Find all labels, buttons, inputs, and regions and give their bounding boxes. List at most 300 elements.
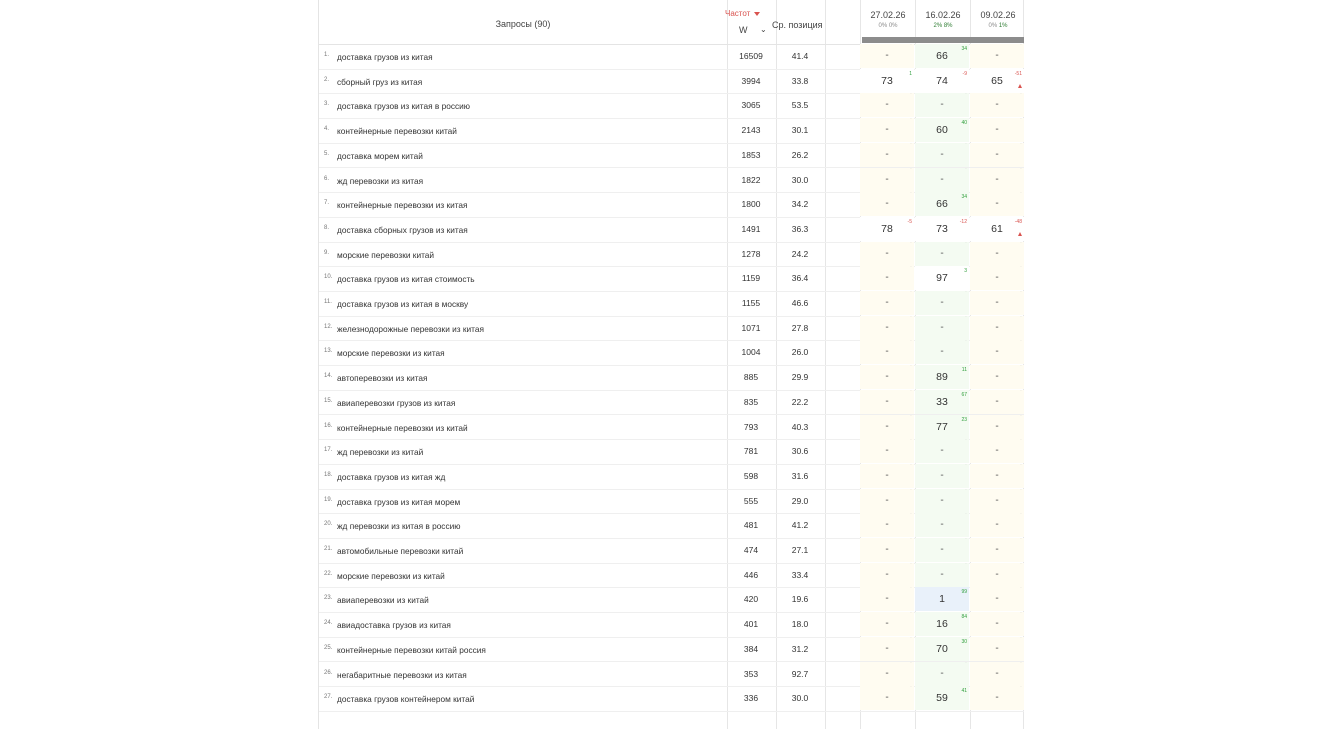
- position-cell[interactable]: [970, 365, 1024, 389]
- table-row: [319, 587, 1024, 613]
- position-cell[interactable]: [860, 118, 914, 142]
- query-text[interactable]: жд перевозки из китая: [337, 175, 424, 186]
- position-value: 73: [881, 74, 893, 87]
- position-delta: 34: [961, 194, 967, 201]
- query-text[interactable]: доставка грузов из китая в москву: [337, 299, 469, 309]
- row-number: 2.: [324, 76, 330, 83]
- table-row: [319, 69, 1024, 95]
- frequency-value: 1278: [741, 248, 761, 259]
- date-stats: [971, 23, 1025, 29]
- row-number: 27.: [324, 694, 333, 701]
- position-value: 1: [939, 593, 945, 606]
- date-stat: 8%: [943, 23, 953, 29]
- position-value: -: [940, 173, 944, 185]
- position-cell[interactable]: [915, 563, 969, 587]
- position-value: -: [995, 173, 999, 185]
- position-value: -: [885, 297, 889, 308]
- row-number: 13.: [324, 348, 333, 355]
- query-text[interactable]: доставка грузов из китая жд: [337, 471, 446, 482]
- corner-mark-icon: ˙: [910, 463, 912, 470]
- date-header[interactable]: 09.02.26: [980, 10, 1016, 20]
- row-number: 16.: [324, 422, 333, 429]
- row-number: 20.: [324, 521, 333, 528]
- corner-mark-icon: ˙: [910, 44, 912, 50]
- position-cell[interactable]: [915, 143, 969, 167]
- corner-mark-icon: ˙: [1020, 93, 1022, 100]
- position-cell[interactable]: [860, 340, 914, 364]
- frequency-value: 1491: [741, 223, 761, 234]
- position-cell[interactable]: [970, 563, 1024, 587]
- frequency-value: 3065: [741, 100, 761, 111]
- position-cell[interactable]: [915, 513, 969, 537]
- query-text[interactable]: доставка морем китай: [337, 150, 423, 161]
- position-cell[interactable]: [970, 93, 1024, 117]
- avg-position-value: 53.5: [791, 100, 809, 111]
- corner-mark-icon: ˙: [910, 488, 912, 495]
- position-cell[interactable]: [970, 637, 1024, 661]
- position-cell[interactable]: [860, 662, 914, 686]
- position-value: -: [940, 469, 944, 481]
- position-cell[interactable]: [860, 415, 914, 439]
- position-value: -: [995, 371, 999, 383]
- query-text[interactable]: доставка грузов из китая морем: [337, 496, 461, 507]
- corner-mark-icon: ˙: [1020, 291, 1022, 297]
- frequency-value: 781: [743, 446, 759, 457]
- avg-position-value: 27.8: [791, 322, 809, 333]
- position-cell[interactable]: [915, 291, 969, 315]
- query-text[interactable]: авиаперевозки из китай: [337, 595, 429, 606]
- corner-mark-icon: ˙: [1020, 488, 1022, 495]
- position-cell[interactable]: [970, 118, 1024, 142]
- position-cell[interactable]: [970, 686, 1024, 710]
- position-value: -: [885, 692, 889, 704]
- corner-mark-icon: ˙: [1020, 562, 1022, 569]
- position-cell[interactable]: [915, 242, 969, 266]
- position-delta: 34: [961, 46, 967, 52]
- position-value: -: [885, 272, 889, 284]
- table-row: [319, 513, 1024, 539]
- position-cell[interactable]: [915, 44, 969, 68]
- corner-mark-icon: ˙: [965, 513, 967, 520]
- position-cell[interactable]: [915, 340, 969, 364]
- query-text[interactable]: жд перевозки из китай: [337, 447, 424, 458]
- corner-mark-icon: ˙: [965, 463, 967, 470]
- position-cell[interactable]: [915, 192, 969, 216]
- row-number: 15.: [324, 397, 333, 404]
- corner-mark-icon: ˙: [965, 661, 967, 668]
- corner-mark-icon: ˙: [965, 291, 967, 297]
- frequency-value: 598: [743, 470, 759, 481]
- position-cell[interactable]: [860, 612, 914, 636]
- corner-mark-icon: ˙: [965, 142, 967, 149]
- position-cell[interactable]: [915, 168, 969, 192]
- avg-position-value: 34.2: [791, 199, 809, 210]
- position-cell[interactable]: [970, 217, 1024, 241]
- position-cell[interactable]: [970, 168, 1024, 192]
- position-cell[interactable]: [970, 390, 1024, 414]
- position-value: -: [885, 173, 889, 185]
- query-text[interactable]: доставка грузов из китая стоимость: [337, 274, 475, 285]
- position-delta: 99: [961, 589, 967, 596]
- position-value: -: [995, 494, 999, 506]
- position-cell[interactable]: [970, 44, 1024, 68]
- corner-mark-icon: ˙: [910, 562, 912, 569]
- position-cell[interactable]: [970, 439, 1024, 463]
- position-cell[interactable]: [915, 612, 969, 636]
- position-cell[interactable]: [915, 217, 969, 241]
- corner-mark-icon: ˙: [910, 513, 912, 520]
- position-cell[interactable]: [970, 316, 1024, 340]
- position-cell[interactable]: [970, 242, 1024, 266]
- position-value: -: [940, 568, 944, 580]
- position-cell[interactable]: [970, 291, 1024, 315]
- position-cell[interactable]: [860, 365, 914, 389]
- position-cell[interactable]: [970, 662, 1024, 686]
- position-cell[interactable]: [970, 69, 1024, 93]
- chevron-down-icon[interactable]: ⌄: [760, 25, 767, 34]
- frequency-header-label: Частот: [725, 9, 751, 18]
- position-value: -: [995, 346, 999, 358]
- position-value: -: [885, 618, 889, 630]
- query-text[interactable]: доставка грузов из китая: [337, 52, 433, 62]
- avg-position-value: 18.0: [791, 619, 809, 630]
- position-cell[interactable]: [860, 217, 914, 241]
- position-cell[interactable]: [860, 69, 914, 93]
- position-value: -: [940, 297, 944, 308]
- query-text[interactable]: авиаперевозки грузов из китая: [337, 397, 456, 408]
- avg-position-value: 30.0: [791, 693, 809, 704]
- frequency-value: 835: [743, 396, 759, 407]
- position-value: -: [940, 247, 944, 259]
- position-cell[interactable]: [915, 439, 969, 463]
- position-delta: 84: [961, 614, 967, 621]
- corner-mark-icon: ˙: [1020, 167, 1022, 174]
- position-cell[interactable]: [915, 390, 969, 414]
- date-header[interactable]: 27.02.26: [870, 10, 906, 20]
- position-value: -: [995, 321, 999, 333]
- position-cell[interactable]: [915, 587, 969, 611]
- position-cell[interactable]: [915, 464, 969, 488]
- position-cell[interactable]: [860, 93, 914, 117]
- table-row: [319, 489, 1024, 515]
- table-row: [319, 340, 1024, 366]
- query-text[interactable]: контейнерные перевозки китай: [337, 126, 457, 137]
- query-text[interactable]: авиадоставка грузов из китая: [337, 620, 451, 631]
- position-cell[interactable]: [860, 513, 914, 537]
- queries-header[interactable]: Запросы (90): [495, 19, 551, 29]
- corner-mark-icon: ˙: [910, 241, 912, 248]
- corner-mark-icon: ˙: [910, 389, 912, 396]
- query-text[interactable]: доставка сборных грузов из китая: [337, 224, 468, 235]
- row-number: 23.: [324, 595, 333, 602]
- position-value: -: [885, 494, 889, 506]
- corner-mark-icon: ˙: [965, 488, 967, 495]
- position-cell[interactable]: [915, 415, 969, 439]
- frequency-value: 3994: [741, 75, 761, 86]
- position-value: -: [885, 568, 889, 580]
- position-cell[interactable]: [970, 612, 1024, 636]
- corner-mark-icon: ˙: [910, 612, 912, 619]
- dates-scroll-bar[interactable]: [862, 37, 1024, 43]
- corner-mark-icon: ˙: [910, 538, 912, 544]
- corner-mark-icon: ˙: [910, 93, 912, 100]
- row-number: 12.: [324, 323, 333, 330]
- table-row: [319, 266, 1024, 292]
- position-delta: 41: [961, 688, 967, 695]
- position-value: 70: [936, 642, 948, 655]
- position-cell[interactable]: [970, 587, 1024, 611]
- position-cell[interactable]: [860, 168, 914, 192]
- position-cell[interactable]: [970, 538, 1024, 562]
- position-value: -: [995, 568, 999, 580]
- position-cell[interactable]: [915, 69, 969, 93]
- avg-position-value: 24.2: [791, 248, 809, 259]
- position-cell[interactable]: [915, 686, 969, 710]
- position-cell[interactable]: [860, 587, 914, 611]
- position-cell[interactable]: [860, 44, 914, 68]
- position-cell[interactable]: [860, 316, 914, 340]
- avg-position-value: 92.7: [791, 668, 809, 679]
- position-cell[interactable]: [915, 637, 969, 661]
- position-cell[interactable]: [970, 340, 1024, 364]
- query-text[interactable]: морские перевозки из китай: [337, 570, 445, 581]
- triangle-up-icon: [1018, 232, 1022, 236]
- position-cell[interactable]: [860, 266, 914, 290]
- avg-position-value: 36.3: [791, 223, 809, 234]
- query-text[interactable]: сборный груз из китая: [337, 76, 423, 87]
- avg-position-value: 41.4: [791, 51, 809, 61]
- corner-mark-icon: ˙: [1020, 439, 1022, 446]
- avg-position-value: 30.1: [791, 125, 809, 136]
- position-cell[interactable]: [915, 93, 969, 117]
- corner-mark-icon: ˙: [1020, 513, 1022, 520]
- table-row: [319, 637, 1024, 663]
- position-cell[interactable]: [860, 143, 914, 167]
- position-value: -: [995, 469, 999, 481]
- query-text[interactable]: контейнерные перевозки из китая: [337, 200, 468, 211]
- frequency-value: 1853: [741, 149, 761, 160]
- position-value: -: [995, 667, 999, 679]
- position-cell[interactable]: [860, 242, 914, 266]
- table-row: [319, 242, 1024, 268]
- frequency-value: 2143: [741, 125, 761, 136]
- position-cell[interactable]: [860, 291, 914, 315]
- frequency-value: 446: [743, 569, 759, 580]
- frequency-header[interactable]: [725, 9, 760, 18]
- row-number: 8.: [324, 224, 330, 231]
- table-row: [319, 291, 1024, 317]
- date-stat: 2%: [933, 23, 943, 29]
- avg-position-value: 22.2: [791, 396, 809, 407]
- date-stat: 1%: [998, 23, 1008, 29]
- table-row: [319, 563, 1024, 589]
- position-value: -: [885, 50, 889, 61]
- position-value: -: [885, 198, 889, 210]
- position-value: 77: [936, 420, 948, 433]
- position-cell[interactable]: [915, 316, 969, 340]
- position-value: -: [885, 667, 889, 679]
- position-value: -: [995, 618, 999, 630]
- position-cell[interactable]: [915, 662, 969, 686]
- avg-position-value: 26.2: [791, 149, 809, 160]
- corner-mark-icon: ˙: [910, 118, 912, 125]
- corner-mark-icon: ˙: [965, 340, 967, 347]
- corner-mark-icon: ˙: [910, 167, 912, 174]
- table-row: [319, 439, 1024, 465]
- position-value: -: [940, 519, 944, 531]
- frequency-value: 353: [743, 668, 759, 679]
- position-cell[interactable]: [860, 686, 914, 710]
- corner-mark-icon: ˙: [910, 439, 912, 446]
- position-value: -: [885, 445, 889, 457]
- avg-position-value: 29.0: [791, 495, 809, 506]
- position-cell[interactable]: [860, 563, 914, 587]
- frequency-value: 1071: [741, 322, 761, 333]
- row-number: 1.: [324, 52, 330, 58]
- position-value: -: [885, 148, 889, 160]
- query-text[interactable]: контейнерные перевозки из китай: [337, 422, 468, 433]
- row-number: 26.: [324, 669, 333, 676]
- corner-mark-icon: ˙: [965, 167, 967, 174]
- position-cell[interactable]: [915, 538, 969, 562]
- avg-position-value: 19.6: [791, 594, 809, 605]
- position-cell[interactable]: [860, 192, 914, 216]
- date-stat: 0%: [988, 23, 998, 29]
- table-row: [319, 612, 1024, 638]
- position-cell[interactable]: [915, 118, 969, 142]
- position-cell[interactable]: [970, 415, 1024, 439]
- corner-mark-icon: ˙: [1020, 686, 1022, 693]
- position-value: 89: [936, 371, 948, 384]
- query-text[interactable]: морские перевозки из китая: [337, 348, 445, 359]
- position-cell[interactable]: [970, 143, 1024, 167]
- position-value: -: [995, 148, 999, 160]
- position-delta: -48: [1014, 218, 1022, 225]
- row-number: 3.: [324, 101, 330, 108]
- avg-position-value: 46.6: [791, 298, 809, 308]
- position-value: 78: [881, 222, 893, 235]
- row-number: 21.: [324, 546, 333, 552]
- query-text[interactable]: железнодорожные перевозки из китая: [337, 323, 484, 334]
- corner-mark-icon: ˙: [965, 315, 967, 322]
- position-delta: 30: [961, 638, 967, 645]
- position-cell[interactable]: [970, 266, 1024, 290]
- row-number: 10.: [324, 274, 333, 281]
- frequency-value: 885: [743, 372, 759, 383]
- position-value: 97: [936, 272, 948, 285]
- frequency-value: 336: [743, 693, 759, 704]
- position-value: -: [995, 124, 999, 136]
- corner-mark-icon: ˙: [1020, 266, 1022, 273]
- position-cell[interactable]: [970, 489, 1024, 513]
- position-value: -: [995, 297, 999, 308]
- corner-mark-icon: ˙: [1020, 315, 1022, 322]
- position-value: -: [885, 544, 889, 555]
- corner-mark-icon: ˙: [910, 142, 912, 149]
- position-cell[interactable]: [860, 637, 914, 661]
- position-value: -: [885, 642, 889, 654]
- sort-down-icon: [754, 12, 760, 16]
- position-cell[interactable]: [970, 464, 1024, 488]
- position-cell[interactable]: [970, 513, 1024, 537]
- position-value: -: [995, 198, 999, 210]
- query-text[interactable]: морские перевозки китай: [337, 249, 435, 260]
- position-value: -: [940, 321, 944, 333]
- position-delta: 3: [964, 268, 967, 275]
- frequency-value: 555: [743, 495, 759, 506]
- table-row: [319, 168, 1024, 194]
- row-number: 25.: [324, 644, 333, 651]
- row-number: 17.: [324, 447, 333, 454]
- position-cell[interactable]: [970, 192, 1024, 216]
- position-value: -: [940, 494, 944, 506]
- table-header: [319, 0, 1024, 45]
- position-cell[interactable]: [915, 365, 969, 389]
- query-text[interactable]: доставка грузов из китая в россию: [337, 101, 471, 112]
- corner-mark-icon: ˙: [1020, 587, 1022, 594]
- positions-table: [318, 0, 1024, 729]
- position-cell[interactable]: [860, 390, 914, 414]
- corner-mark-icon: ˙: [1020, 340, 1022, 347]
- position-value: -: [885, 371, 889, 383]
- query-text[interactable]: жд перевозки из китая в россию: [337, 521, 461, 532]
- position-cell[interactable]: [860, 538, 914, 562]
- position-value: -: [995, 420, 999, 432]
- query-text[interactable]: негабаритные перевозки из китая: [337, 669, 467, 680]
- triangle-up-icon: [1018, 84, 1022, 88]
- table-row: [319, 316, 1024, 342]
- position-value: 16: [936, 618, 948, 631]
- date-header[interactable]: 16.02.26: [925, 10, 961, 20]
- frequency-value: 793: [743, 421, 759, 432]
- position-delta: -12: [959, 218, 967, 225]
- position-cell[interactable]: [860, 489, 914, 513]
- corner-mark-icon: ˙: [910, 414, 912, 421]
- row-number: 9.: [324, 249, 330, 256]
- position-delta: 11: [961, 367, 967, 374]
- date-stats: [916, 23, 970, 29]
- avg-position-value: 31.2: [791, 643, 809, 654]
- query-text[interactable]: доставка грузов контейнером китай: [337, 694, 475, 705]
- query-text[interactable]: автоперевозки из китая: [337, 373, 428, 384]
- query-text[interactable]: автомобильные перевозки китай: [337, 546, 464, 556]
- position-value: -: [940, 667, 944, 679]
- table-row: [319, 538, 1024, 564]
- position-cell[interactable]: [915, 489, 969, 513]
- corner-mark-icon: ˙: [965, 562, 967, 569]
- query-text[interactable]: контейнерные перевозки китай россия: [337, 644, 486, 655]
- corner-mark-icon: ˙: [910, 266, 912, 273]
- corner-mark-icon: ˙: [910, 315, 912, 322]
- corner-mark-icon: ˙: [965, 538, 967, 544]
- position-value: -: [885, 346, 889, 358]
- avg-position-value: 41.2: [791, 520, 809, 531]
- frequency-value: 481: [743, 520, 759, 531]
- position-value: -: [885, 519, 889, 531]
- table-row: [319, 686, 1024, 712]
- position-value: -: [995, 519, 999, 531]
- frequency-value: 1159: [741, 273, 761, 284]
- position-value: 73: [936, 222, 948, 235]
- position-value: 61: [991, 222, 1003, 235]
- position-cell[interactable]: [915, 266, 969, 290]
- position-value: -: [995, 544, 999, 555]
- position-value: -: [995, 247, 999, 259]
- position-cell[interactable]: [860, 464, 914, 488]
- avg-position-header[interactable]: Ср. позиция: [772, 20, 823, 30]
- frequency-value: 16509: [739, 51, 763, 61]
- position-cell[interactable]: [860, 439, 914, 463]
